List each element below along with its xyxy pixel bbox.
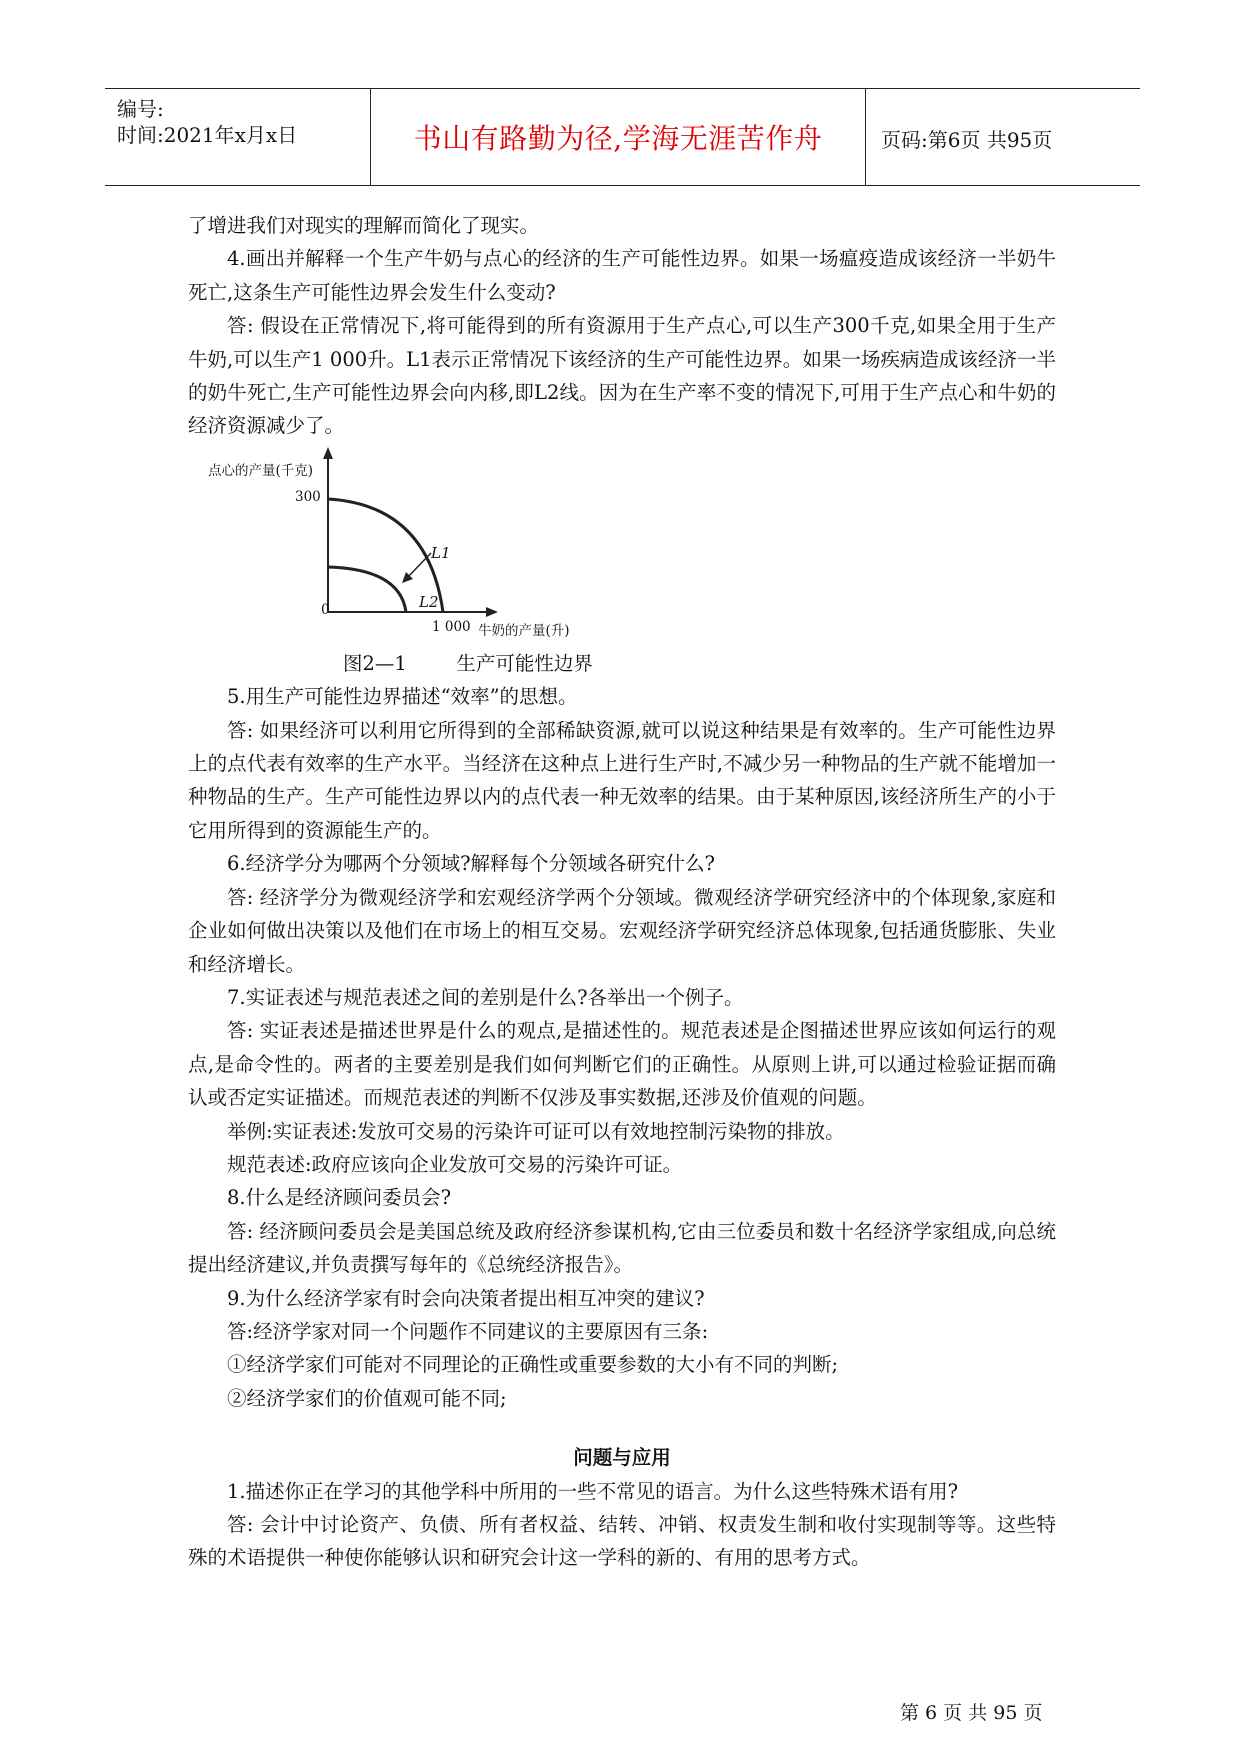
list-item: ①经济学家们可能对不同理论的正确性或重要参数的大小有不同的判断; xyxy=(227,1353,839,1377)
question-paragraph: 1.描述你正在学习的其他学科中所用的一些不常见的语言。为什么这些特殊术语有用? xyxy=(227,1479,959,1503)
page-header xyxy=(105,88,1140,186)
answer-paragraph: 答: 如果经济可以利用它所得到的全部稀缺资源,就可以说这种结果是有效率的。生产可能性边界上的点代表有效率的生产水平。当经济在这种点上进行生产时,不减少另一种物品的生产就不能增加一种物品的生产。生产可能性边界以内的点代表一种无效率的结果。由于某种原因,该经济所生产的小于它用所得到的资源能生产的。 xyxy=(188,718,1056,842)
y-axis-arrow xyxy=(323,447,333,459)
header-meta-cell xyxy=(105,89,371,185)
curve-l2-label: L2 xyxy=(419,592,439,611)
list-item: ②经济学家们的价值观可能不同; xyxy=(227,1386,507,1410)
figure-caption: 图2—1 生产可能性边界 xyxy=(343,651,593,675)
x-axis-label: 牛奶的产量(升) xyxy=(478,622,570,639)
question-paragraph: 8.什么是经济顾问委员会? xyxy=(227,1186,452,1210)
time-label: 时间:2021年x月x日 xyxy=(117,123,298,147)
question-paragraph: 5.用生产可能性边界描述“效率”的思想。 xyxy=(227,685,578,709)
header-page-cell xyxy=(867,89,1140,185)
section-title: 问题与应用 xyxy=(573,1446,671,1470)
number-label: 编号: xyxy=(117,97,164,121)
question-paragraph: 6.经济学分为哪两个分领域?解释每个分领域各研究什么? xyxy=(227,852,716,876)
example-paragraph: 举例:实证表述:发放可交易的污染许可证可以有效地控制污染物的排放。 xyxy=(227,1119,845,1143)
curve-l1-label: L1 xyxy=(431,543,451,562)
origin-label: 0 xyxy=(321,601,330,618)
curve-l2 xyxy=(328,567,406,612)
document-body xyxy=(188,209,1056,1575)
page-footer: 第 6 页 共 95 页 xyxy=(900,1702,1043,1724)
x-tick-label: 1 000 xyxy=(432,618,471,635)
answer-paragraph: 答: 经济学分为微观经济学和宏观经济学两个分领域。微观经济学研究经济中的个体现象,家庭和企业如何做出决策以及他们在市场上的相互交易。宏观经济学研究经济总体现象,包括通货膨胀、失业和经济增长。 xyxy=(188,885,1056,976)
answer-paragraph: 答: 会计中讨论资产、负债、所有者权益、结转、冲销、权责发生制和收付实现制等等。这些特殊的术语提供一种使你能够认识和研究会计这一学科的新的、有用的思考方式。 xyxy=(188,1513,1056,1570)
y-axis-label: 点心的产量(千克) xyxy=(208,462,314,479)
ppf-figure xyxy=(188,447,608,647)
answer-paragraph: 答: 经济顾问委员会是美国总统及政府经济参谋机构,它由三位委员和数十名经济学家组成,向总统提出经济建议,并负责撰写每年的《总统经济报告》。 xyxy=(188,1219,1056,1277)
answer-paragraph: 答: 假设在正常情况下,将可能得到的所有资源用于生产点心,可以生产300千克,如果全用于生产牛奶,可以生产1 000升。L1表示正常情况下该经济的生产可能性边界。如果一场疾病造成该经济一半的奶牛死亡,生产可能性边界会向内移,即L2线。因为在生产率不变的情况下,可用于生产点心和牛奶的经济资源减少了。 xyxy=(188,314,1056,438)
answer-paragraph: 答:经济学家对同一个问题作不同建议的主要原因有三条: xyxy=(227,1319,709,1343)
question-paragraph: 4.画出并解释一个生产牛奶与点心的经济的生产可能性边界。如果一场瘟疫造成该经济一半奶牛死亡,这条生产可能性边界会发生什么变动? xyxy=(188,247,1056,304)
page-number-label: 页码:第6页 共95页 xyxy=(881,128,1053,152)
example-paragraph: 规范表述:政府应该向企业发放可交易的污染许可证。 xyxy=(227,1152,683,1176)
paragraph: 了增进我们对现实的理解而简化了现实。 xyxy=(188,214,540,237)
shift-arrow xyxy=(406,553,431,579)
question-paragraph: 7.实证表述与规范表述之间的差别是什么?各举出一个例子。 xyxy=(227,985,744,1009)
motto: 书山有路勤为径,学海无涯苦作舟 xyxy=(413,122,823,155)
question-paragraph: 9.为什么经济学家有时会向决策者提出相互冲突的建议? xyxy=(227,1286,705,1310)
header-motto-cell xyxy=(371,89,866,185)
y-tick-label: 300 xyxy=(295,488,321,505)
x-axis-arrow xyxy=(486,607,498,617)
answer-paragraph: 答: 实证表述是描述世界是什么的观点,是描述性的。规范表述是企图描述世界应该如何运行的观点,是命令性的。两者的主要差别是我们如何判断它们的正确性。从原则上讲,可以通过检验证据而确认或否定实证描述。而规范表述的判断不仅涉及事实数据,还涉及价值观的问题。 xyxy=(188,1019,1056,1110)
